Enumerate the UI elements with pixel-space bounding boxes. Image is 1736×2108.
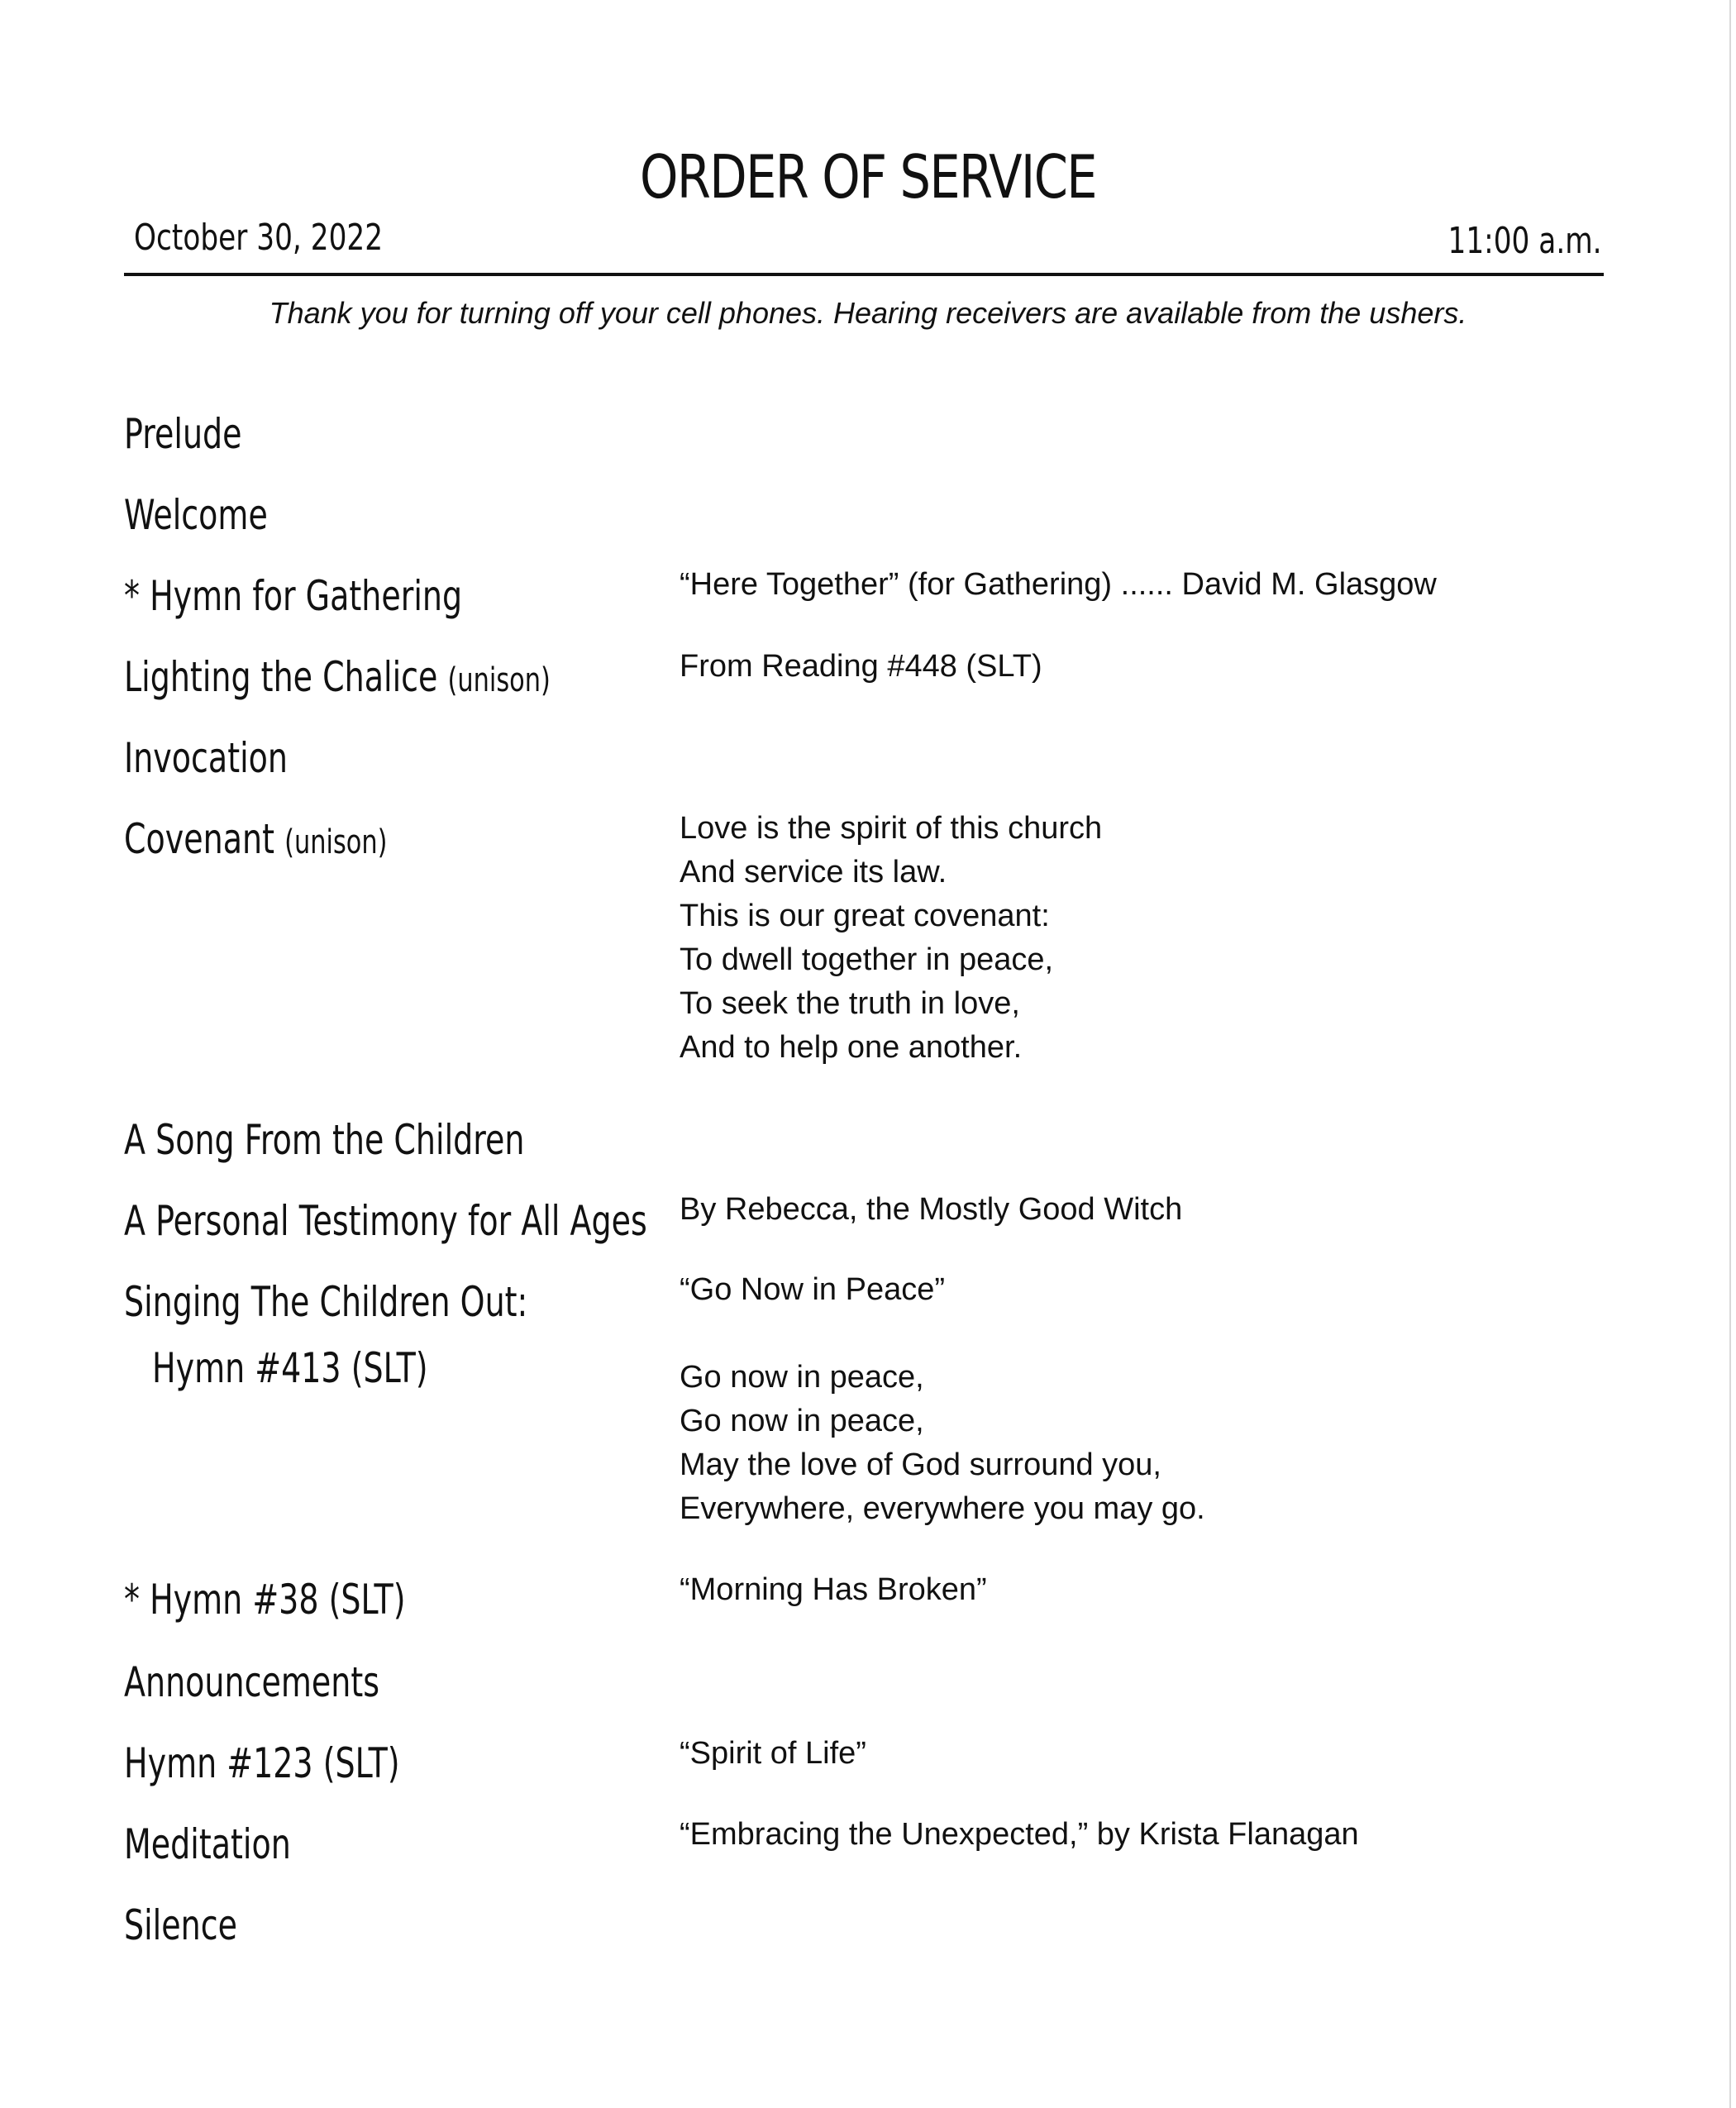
item-welcome-label: Welcome xyxy=(124,491,268,539)
item-hymn-123-label: Hymn #123 (SLT) xyxy=(124,1739,400,1787)
song-line: May the love of God surround you, xyxy=(680,1447,1161,1482)
item-prelude-label: Prelude xyxy=(124,410,242,458)
item-song-children-label: A Song From the Children xyxy=(124,1116,525,1164)
item-singing-out-sublabel: Hymn #413 (SLT) xyxy=(152,1344,428,1392)
covenant-line: To dwell together in peace, xyxy=(680,942,1054,977)
item-chalice-title: Lighting the Chalice xyxy=(124,653,438,701)
song-line: Go now in peace, xyxy=(680,1404,924,1438)
item-invocation-label: Invocation xyxy=(124,734,289,782)
item-covenant-note: (unison) xyxy=(284,823,388,861)
item-hymn-38-detail: “Morning Has Broken” xyxy=(680,1572,987,1607)
item-hymn-gathering-detail: “Here Together” (for Gathering) ...... David M. Glasgow xyxy=(680,567,1437,602)
item-testimony-detail: By Rebecca, the Mostly Good Witch xyxy=(680,1192,1183,1227)
item-testimony-label: A Personal Testimony for All Ages xyxy=(124,1197,647,1245)
go-now-in-peace-text xyxy=(680,1356,1205,1531)
item-chalice-detail: From Reading #448 (SLT) xyxy=(680,649,1042,684)
item-hymn-gathering-label: * Hymn for Gathering xyxy=(124,572,463,620)
item-covenant-title: Covenant xyxy=(124,815,275,863)
header-divider xyxy=(124,273,1604,276)
item-meditation-detail: “Embracing the Unexpected,” by Krista Flanagan xyxy=(680,1817,1359,1852)
item-hymn-38-label: * Hymn #38 (SLT) xyxy=(124,1576,406,1624)
item-chalice-label xyxy=(124,650,551,708)
covenant-line: To seek the truth in love, xyxy=(680,986,1020,1021)
covenant-text xyxy=(680,807,1102,1070)
item-singing-out-detail: “Go Now in Peace” xyxy=(680,1272,946,1307)
service-time: 11:00 a.m. xyxy=(1447,220,1602,262)
song-line: Go now in peace, xyxy=(680,1360,924,1395)
phone-notice: Thank you for turning off your cell phones. Hearing receivers are available from the ushers. xyxy=(269,296,1467,330)
item-meditation-label: Meditation xyxy=(124,1820,291,1868)
item-announcements-label: Announcements xyxy=(124,1658,380,1706)
covenant-line: This is our great covenant: xyxy=(680,899,1050,933)
page-title: ORDER OF SERVICE xyxy=(640,142,1096,212)
item-hymn-123-detail: “Spirit of Life” xyxy=(680,1736,866,1771)
covenant-line: And service its law. xyxy=(680,855,947,889)
item-singing-out-label: Singing The Children Out: xyxy=(124,1278,528,1326)
song-line: Everywhere, everywhere you may go. xyxy=(680,1491,1205,1526)
item-covenant-label xyxy=(124,812,388,870)
covenant-line: And to help one another. xyxy=(680,1030,1023,1065)
service-date: October 30, 2022 xyxy=(134,217,384,259)
item-silence-label: Silence xyxy=(124,1901,237,1949)
item-chalice-note: (unison) xyxy=(447,661,551,699)
covenant-line: Love is the spirit of this church xyxy=(680,811,1103,846)
